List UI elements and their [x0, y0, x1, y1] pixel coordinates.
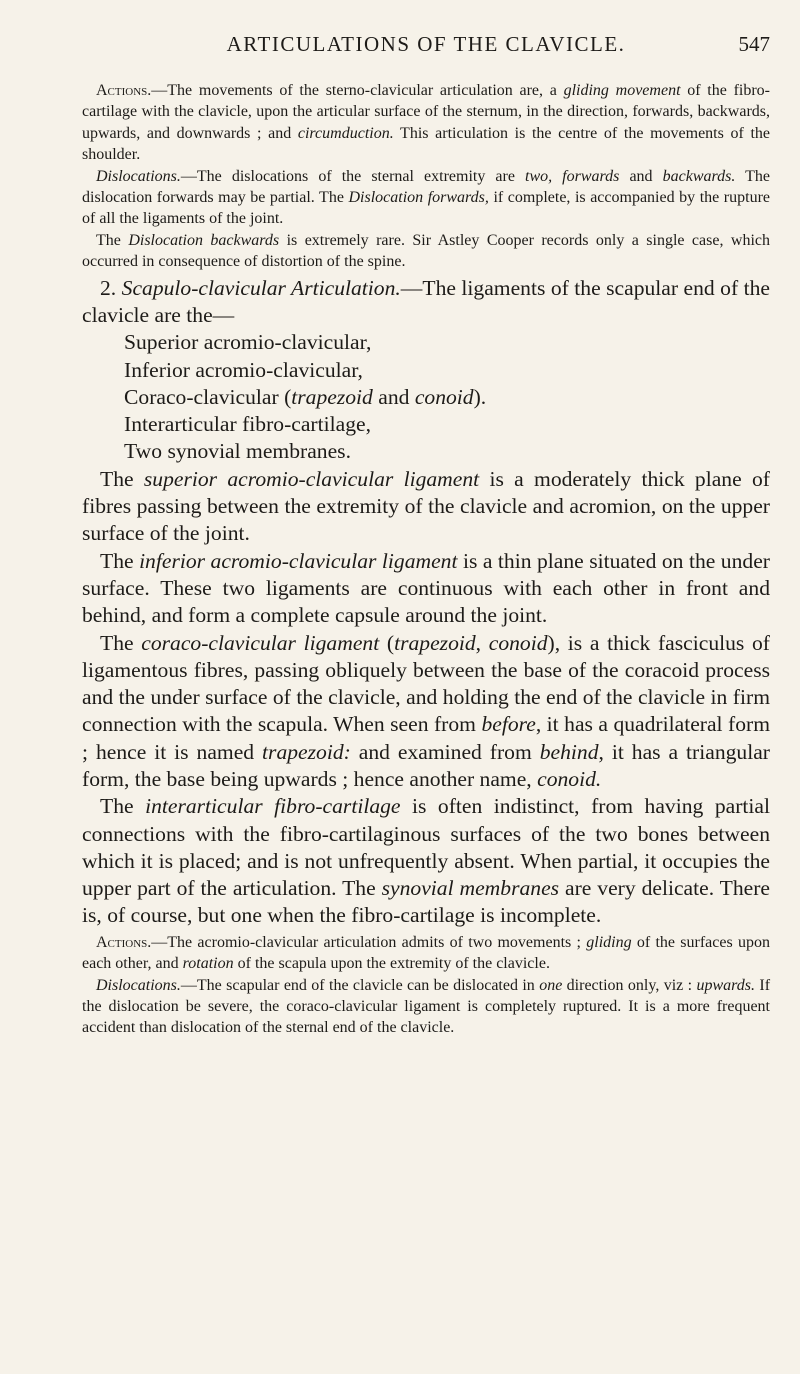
running-head: ARTICULATIONS OF THE CLAVICLE. — [226, 32, 626, 56]
run-italic: conoid — [488, 630, 548, 655]
run-heading: Actions. — [96, 82, 152, 99]
acromio-clavicular-actions-paragraph — [82, 932, 770, 975]
run: This articulation is the centre of the movements of the shoulder. — [82, 124, 771, 164]
run: —The dislocations of the sternal extremity are — [180, 167, 525, 185]
run: ), is a thick fasciculus of ligamentous fibres, passing obliquely between the base of the coracoid process and the under surface of the clavicle, and holding the end of the clavicle in firm connection with the scapula. When seen from — [82, 630, 770, 737]
run-italic: circumduction. — [297, 124, 394, 142]
run: ( — [379, 630, 395, 655]
run: direction only, viz : — [562, 976, 697, 994]
page-number: 547 — [738, 32, 770, 56]
run: is often indistinct, from having partial connections with the fibro-cartilaginous surfaces of the two bones between which it is placed; and is not unfrequently absent. When partial, it occupies the upper part of the articulation. The — [82, 794, 770, 901]
run: , — [475, 630, 489, 655]
run-italic: before — [481, 712, 536, 737]
list-item: Interarticular fibro-cartilage, — [124, 412, 371, 437]
run-italic: Dislocations. — [96, 167, 181, 185]
run-italic: Dislocation backwards — [128, 231, 280, 249]
dislocation-backwards-paragraph — [82, 230, 770, 273]
run: 2. — [100, 275, 122, 300]
run-italic: inferior acromio-clavicular ligament — [139, 548, 458, 573]
run: If the dislocation be severe, the coraco-clavicular ligament is completely ruptured. It is a more frequent accident than dislocation of the sternal end of the clavicle. — [82, 976, 771, 1037]
inferior-ligament-paragraph — [82, 548, 770, 630]
run-italic: upwards. — [696, 976, 755, 994]
run: The dislocation forwards may be partial. The — [82, 167, 771, 207]
run: is extremely rare. Sir Astley Cooper records only a single case, which occurred in consequence of distortion of the spine. — [82, 231, 771, 271]
run: are very delicate. There is, of course, but one when the fibro-cartilage is incomplete. — [82, 876, 770, 928]
run: —The scapular end of the clavicle can be dislocated in — [180, 976, 540, 994]
run: and — [372, 384, 415, 409]
superior-ligament-paragraph — [82, 466, 770, 548]
run-italic: backwards. — [662, 167, 736, 185]
run: —The movements of the sterno-clavicular articulation are, a — [151, 82, 564, 99]
small-print-block-1 — [82, 80, 770, 273]
scapular-dislocations-paragraph — [82, 975, 770, 1039]
page-header — [82, 32, 770, 60]
run-italic: Scapulo-clavicular Articulation. — [121, 275, 401, 300]
run-italic: conoid. — [537, 767, 602, 791]
ligament-list — [82, 329, 770, 465]
run-italic: Dislocation forwards, — [348, 189, 489, 207]
run: —The ligaments of the scapular end of the clavicle are the— — [82, 275, 770, 327]
run: The — [100, 794, 146, 819]
sternal-dislocations-paragraph — [82, 166, 770, 230]
run: , it has a triangular form, the base being upwards ; hence another name, — [82, 739, 770, 791]
run-italic: gliding — [586, 933, 632, 951]
run-italic: interarticular fibro-cartilage — [145, 794, 401, 819]
list-item — [124, 384, 770, 411]
run: —The acromio-clavicular articulation admits of two movements ; — [151, 933, 587, 951]
run-italic: rotation — [182, 955, 234, 973]
run-italic: conoid — [414, 384, 474, 409]
run: Coraco-clavicular ( — [124, 384, 292, 409]
run-italic: gliding movement — [563, 82, 681, 99]
run: ). — [473, 384, 487, 409]
run: , it has a quadrilateral form ; hence it is named — [82, 712, 770, 764]
run-italic: one — [539, 976, 563, 994]
list-item: Inferior acromio-clavicular, — [124, 357, 363, 382]
run: The — [100, 548, 140, 573]
run: of the fibro-cartilage with the clavicle, upon the articular surface of the sternum, in the direction, forwards, backwards, upwards, and downwards ; and — [82, 82, 770, 142]
fibro-cartilage-paragraph — [82, 793, 770, 929]
scapulo-clavicular-intro-paragraph — [82, 275, 770, 330]
run-italic: two, forwards — [525, 167, 620, 185]
run: is a thin plane situated on the under surface. These two ligaments are continuous with each other in front and behind, and form a complete capsule around the joint. — [82, 548, 770, 628]
list-item: Two synovial membranes. — [124, 439, 351, 464]
run: of the surfaces upon each other, and — [82, 933, 770, 973]
run-italic: trapezoid: — [262, 739, 351, 764]
run: of the scapula upon the extremity of the clavicle. — [233, 955, 550, 973]
run-italic: coraco-clavicular ligament — [141, 630, 380, 655]
run: is a moderately thick plane of fibres passing between the extremity of the clavicle and acromion, on the upper surface of the joint. — [82, 466, 770, 546]
run-italic: trapezoid — [394, 630, 476, 655]
run-italic: trapezoid — [291, 384, 373, 409]
run-italic: behind — [539, 739, 599, 764]
run: and — [619, 167, 663, 185]
run: and examined from — [350, 739, 540, 764]
book-page — [82, 32, 770, 1039]
run: The — [96, 231, 129, 249]
run: The — [100, 630, 142, 655]
run: if complete, is accompanied by the rupture of all the ligaments of the joint. — [82, 189, 770, 228]
run-italic: synovial membranes — [381, 876, 560, 901]
run-italic: superior acromio-clavicular ligament — [143, 466, 480, 491]
run-italic: Dislocations. — [96, 976, 181, 994]
run: The — [100, 466, 144, 491]
list-item: Superior acromio-clavicular, — [124, 330, 372, 355]
run-heading: Actions. — [96, 933, 152, 951]
coraco-clavicular-ligament-paragraph — [82, 630, 770, 794]
sterno-clavicular-actions-paragraph — [82, 80, 770, 166]
